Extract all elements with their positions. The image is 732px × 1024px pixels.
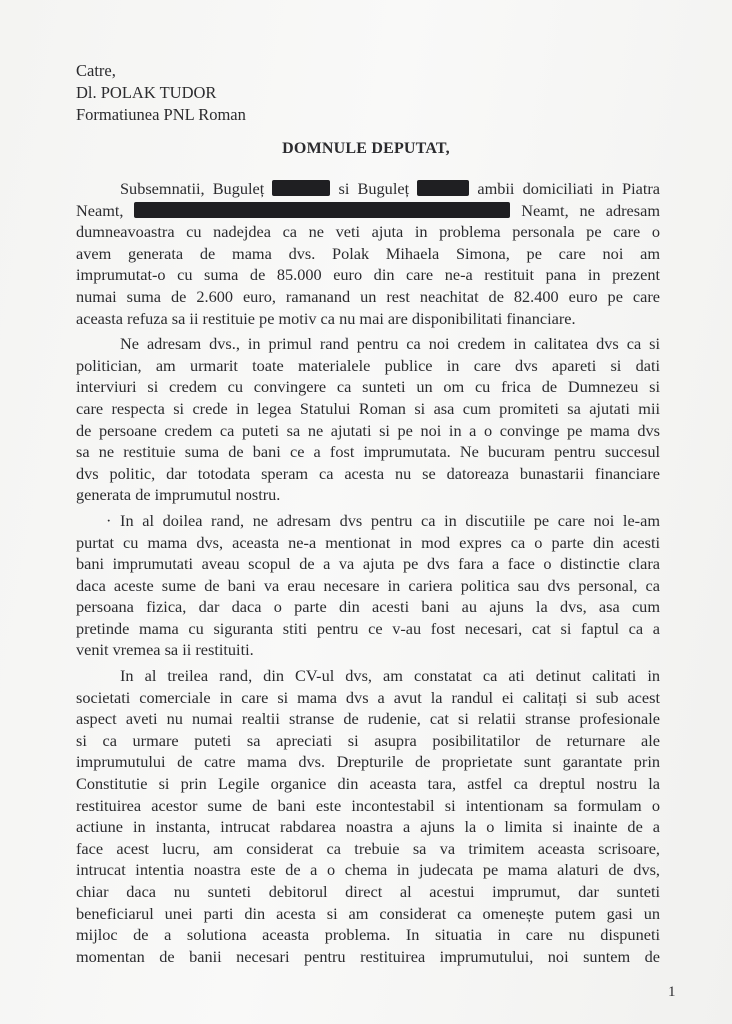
paragraph-line: avem generata de mama dvs. Polak Mihaela Simona, pe care noi am xyxy=(76,243,660,263)
paragraph-line: aceasta refuza sa ii restituie pe motiv ca nu mai are disponibilitati financiare. xyxy=(76,308,576,328)
paragraph-line: mijloc de a solutiona aceasta problema. In situatia in care nu dispuneti xyxy=(76,925,660,945)
paragraph-line: dvs politic, dar totodata speram ca acesta nu se datoreaza bunastarii financiare xyxy=(76,463,660,483)
redaction-bar xyxy=(272,180,330,196)
paragraph-3 xyxy=(76,510,660,661)
page-number: 1 xyxy=(668,984,676,1000)
paragraph-1-line-2 xyxy=(76,200,660,222)
paragraph-line: bani imprumutati aveau scopul de a va ajuta pe dvs fara a face o distinctie clara xyxy=(76,554,660,574)
paragraph-line: chiar daca nu sunteti debitorul direct al acestui imprumut, dar sunteti xyxy=(76,882,660,901)
paragraph-line: societati comerciale in care si mama dvs a avut la randul ei calitați si sub acest xyxy=(76,687,660,707)
paragraph-line: care respecta si crede in legea Statului Roman si asa cum promiteti sa ajutati mii xyxy=(76,398,660,418)
paragraph-line: numai suma de 2.600 euro, ramanand un rest neachitat de 82.400 euro pe care xyxy=(76,286,660,306)
text-segment: ambii domiciliati in Piatra xyxy=(477,179,661,198)
paragraph-line: daca aceste sume de bani va erau necesare in cariera politica sau dvs personal, ca xyxy=(76,575,660,595)
text-segment: Neamt, ne adresam xyxy=(521,200,660,220)
paragraph-line: momentan de banii necesari pentru restituirea imprumutului, noi suntem de xyxy=(76,946,660,966)
text-segment: Subsemnatii, Buguleț xyxy=(120,179,265,198)
paragraph-line: politician, am urmarit toate materialele publice in care dvs apareti si dati xyxy=(76,355,660,375)
paragraph-line: persoana fizica, dar daca o parte din acesti bani au ajuns la dvs, asa cum xyxy=(76,597,660,617)
paragraph-line: sa ne restituie suma de bani ce a fost imprumutata. Ne bucuram pentru succesul xyxy=(76,442,660,462)
paragraph-2 xyxy=(76,333,660,506)
text-segment: Neamt, xyxy=(76,200,124,220)
paragraph-line: imprumutat-o cu suma de 85.000 euro din care ne-a restituit pana in prezent xyxy=(76,265,660,285)
paragraph-line: si ca urmare puteti sa apreciati si asupra posibilitatilor de returnare ale xyxy=(76,730,660,750)
paragraph-line: beneficiarul unei parti din acesta si am considerat ca omenește putem gasi un xyxy=(76,903,660,923)
address-block xyxy=(76,60,246,126)
paragraph-4 xyxy=(76,665,660,967)
paragraph-line: Constitutie si prin Legile organice din aceasta tara, astfel ca dreptul nostru la xyxy=(76,774,660,794)
paragraph-line: pretinde mama cu siguranta stiti pentru ce v-au fost necesari, cat si faptul ca a xyxy=(76,618,660,638)
paragraph-line: purtat cu mama dvs, aceasta ne-a mentionat in mod expres ca o parte din acesti xyxy=(76,532,660,552)
paragraph-line: restituirea acestor sume de bani este incontestabil si intentionam sa formulam o xyxy=(76,795,660,815)
address-line-1: Catre, xyxy=(76,61,116,80)
paragraph-line: imprumutului de catre mama dvs. Drepturile de proprietate sunt garantate prin xyxy=(76,752,660,772)
paragraph-line: actiune in instanta, intrucat rabdarea noastra a ajuns la o limita si inainte de a xyxy=(76,817,660,837)
paragraph-line: aspect aveti nu numai realtii stranse de rudenie, cat si relatii stranse profesionale xyxy=(76,709,660,729)
paragraph-line: · In al doilea rand, ne adresam dvs pentru ca in discutiile pe care noi le-am xyxy=(106,510,660,530)
paragraph-line: de persoane credem ca puteti sa ne ajutati si pe noi in a o convinge pe mama dvs xyxy=(76,420,660,440)
redaction-bar xyxy=(134,202,510,218)
paragraph-line: In al treilea rand, din CV-ul dvs, am constatat ca ati detinut calitati in xyxy=(120,666,660,686)
paragraph-line: venit vremea sa ii restituiti. xyxy=(76,640,254,660)
paragraph-line: face acest lucru, am considerat ca trebuie sa va trimitem aceasta scrisoare, xyxy=(76,838,660,858)
paragraph-line: interviuri si credem cu convingere ca sunteti un om cu frica de Dumnezeu si xyxy=(76,377,660,397)
letter-body xyxy=(76,178,660,971)
letter-title: DOMNULE DEPUTAT, xyxy=(282,140,450,157)
paragraph-1 xyxy=(76,178,660,329)
paragraph-line: intrucat intentia noastra este de a o chema in judecata pe mama alaturi de dvs, xyxy=(76,860,660,880)
address-recipient: Dl. POLAK TUDOR xyxy=(76,83,217,102)
text-segment: si Buguleț xyxy=(338,179,410,198)
paragraph-1-line-1 xyxy=(76,178,660,200)
address-organization: Formatiunea PNL Roman xyxy=(76,105,246,124)
redaction-bar xyxy=(417,180,469,196)
paragraph-line: Ne adresam dvs., in primul rand pentru ca noi credem in calitatea dvs ca si xyxy=(120,334,660,354)
paragraph-line: dumneavoastra cu nadejdea ca ne veti ajuta in problema personala pe care o xyxy=(76,222,660,242)
paragraph-line: generata de imprumutul nostru. xyxy=(76,485,281,505)
